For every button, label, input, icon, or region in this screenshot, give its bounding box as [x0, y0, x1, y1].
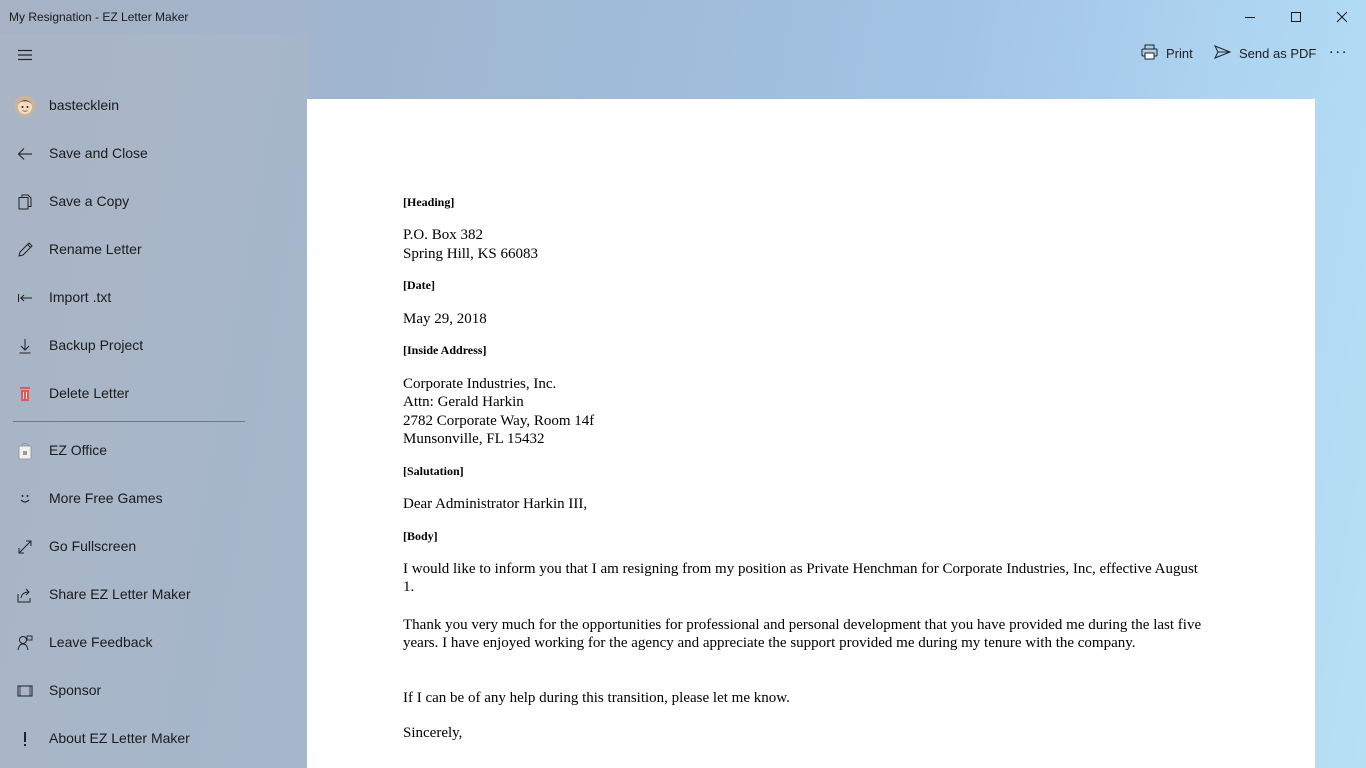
- rename-letter-item[interactable]: [0, 226, 307, 274]
- delete-letter-item[interactable]: [0, 370, 307, 418]
- window-title: My Resignation - EZ Letter Maker: [9, 10, 189, 24]
- maximize-button[interactable]: [1273, 0, 1319, 34]
- save-and-close-item[interactable]: [0, 130, 307, 178]
- ez-office-item[interactable]: [0, 427, 307, 475]
- heading-section-label: [Heading]: [403, 195, 455, 209]
- body-paragraph: Thank you very much for the opportunities for professional and personal development that you have provided me during the last five years. I have enjoyed working for the agency and appreciate the support provided me during my tenure with the company.: [403, 617, 1202, 652]
- date-section-label: [Date]: [403, 278, 435, 292]
- close-icon: [1336, 11, 1348, 23]
- account-name: bastecklein: [49, 97, 120, 113]
- salutation: Dear Administrator Harkin III,: [403, 496, 588, 512]
- feedback-icon: [14, 632, 36, 654]
- save-a-copy-item[interactable]: [0, 178, 307, 226]
- maximize-icon: [1290, 11, 1302, 23]
- avatar: [14, 95, 36, 117]
- letter-date: May 29, 2018: [403, 311, 487, 327]
- nav-label: Backup Project: [49, 337, 144, 353]
- nav-label: Share EZ Letter Maker: [49, 586, 191, 602]
- sidebar-divider: [13, 421, 245, 422]
- nav-label: EZ Office: [49, 442, 108, 458]
- nav-label: Save and Close: [49, 145, 148, 161]
- minimize-icon: [1244, 11, 1256, 23]
- backup-project-item[interactable]: [0, 322, 307, 370]
- body-paragraph: I would like to inform you that I am resigning from my position as Private Henchman for Corporate Industries, Inc, effective August 1.: [403, 561, 1198, 596]
- fullscreen-icon: [14, 536, 36, 558]
- print-label: Print: [1166, 45, 1193, 61]
- nav-label: Sponsor: [49, 682, 102, 698]
- more-free-games-item[interactable]: [0, 475, 307, 523]
- nav-label: Save a Copy: [49, 193, 130, 209]
- smiley-icon: [14, 488, 36, 510]
- nav-label: More Free Games: [49, 490, 163, 506]
- account-item[interactable]: [0, 82, 307, 130]
- printer-icon: [1141, 44, 1166, 63]
- copy-icon: [14, 191, 36, 213]
- nav-label: Delete Letter: [49, 385, 130, 401]
- send-as-pdf-label: Send as PDF: [1239, 45, 1317, 61]
- salutation-section-label: [Salutation]: [403, 464, 464, 478]
- nav-label: Leave Feedback: [49, 634, 153, 650]
- heading-line: Spring Hill, KS 66083: [403, 246, 539, 262]
- trash-icon: [14, 383, 36, 405]
- hamburger-icon: [17, 48, 33, 66]
- hamburger-menu-button[interactable]: [12, 40, 38, 74]
- inside-address-line: Corporate Industries, Inc.: [403, 376, 557, 392]
- inside-address-section-label: [Inside Address]: [403, 343, 487, 357]
- nav-label: Go Fullscreen: [49, 538, 137, 554]
- minimize-button[interactable]: [1227, 0, 1273, 34]
- share-item[interactable]: [0, 571, 307, 619]
- bag-icon: [14, 440, 36, 462]
- import-txt-item[interactable]: [0, 274, 307, 322]
- title-bar: [0, 0, 1366, 34]
- nav-label: Rename Letter: [49, 241, 142, 257]
- close-button[interactable]: [1319, 0, 1365, 34]
- more-options-button[interactable]: [1329, 36, 1348, 62]
- inside-address-line: Attn: Gerald Harkin: [403, 394, 524, 410]
- about-item[interactable]: [0, 715, 307, 763]
- send-icon: [1214, 45, 1239, 62]
- more-icon: ...: [1329, 40, 1349, 57]
- inside-address-line: 2782 Corporate Way, Room 14f: [403, 413, 595, 429]
- sponsor-item[interactable]: [0, 667, 307, 715]
- leave-feedback-item[interactable]: [0, 619, 307, 667]
- frame-icon: [14, 680, 36, 702]
- closing: Sincerely,: [403, 725, 463, 741]
- back-arrow-icon: [14, 143, 36, 165]
- body-section-label: [Body]: [403, 529, 438, 543]
- print-button[interactable]: [1141, 40, 1193, 66]
- inside-address-line: Munsonville, FL 15432: [403, 431, 545, 447]
- nav-label: About EZ Letter Maker: [49, 730, 190, 746]
- download-icon: [14, 335, 36, 357]
- exclamation-icon: [14, 728, 36, 750]
- heading-line: P.O. Box 382: [403, 227, 484, 243]
- go-fullscreen-item[interactable]: [0, 523, 307, 571]
- pencil-icon: [14, 239, 36, 261]
- send-as-pdf-button[interactable]: [1214, 40, 1316, 66]
- nav-label: Import .txt: [49, 289, 112, 305]
- body-paragraph: If I can be of any help during this transition, please let me know.: [403, 690, 790, 706]
- import-icon: [14, 287, 36, 309]
- share-icon: [14, 584, 36, 606]
- letter-page[interactable]: [307, 99, 1315, 768]
